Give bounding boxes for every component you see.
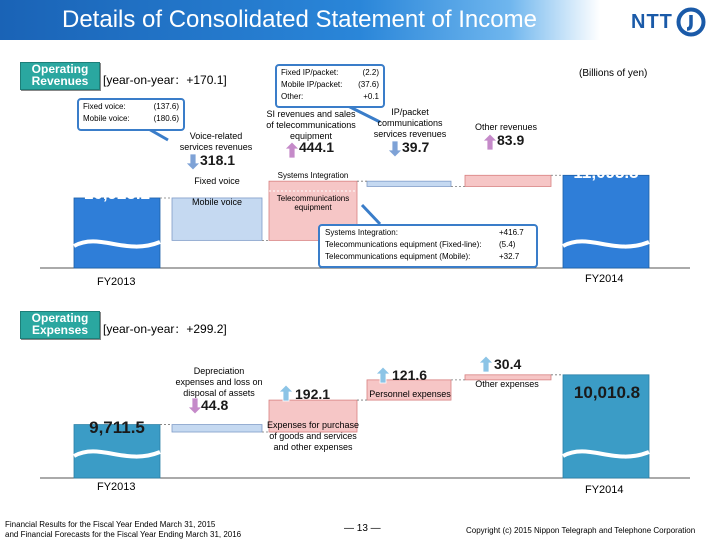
si-up-arrow [285, 142, 299, 158]
purchase-expenses-label: Expenses for purchase of goods and services and other expenses [266, 420, 360, 452]
purchase-up-arrow [279, 385, 293, 401]
voice-down-arrow [186, 154, 200, 170]
ip-delta-value: 39.7 [402, 139, 430, 155]
exp-fy2014-label: FY2014 [585, 484, 624, 496]
expenses-yoy: [year-on-year：+299.2] [103, 322, 227, 336]
rev-fy2014-value: 11,095.3 [573, 163, 639, 182]
exp-fy2013-value: 9,711.5 [89, 418, 145, 437]
expenses-chart [40, 356, 690, 478]
dep-down-arrow [188, 398, 202, 414]
other-rev-up-arrow [483, 134, 497, 150]
revenues-yoy: [year-on-year：+170.1] [103, 73, 227, 87]
other-expenses-label: Other expenses [475, 379, 539, 389]
rev-fy2013-value: 10,925.2 [83, 184, 151, 203]
rev-fy2013-label: FY2013 [97, 276, 136, 288]
si-callout-pointer [362, 205, 380, 224]
telecom-equipment-segment: Telecommunications equipment [276, 194, 350, 212]
purchase-delta-value: 192.1 [295, 386, 331, 402]
rev-fy2014-label: FY2014 [585, 273, 624, 285]
depreciation-label: Depreciation expenses and loss on disposal of assets [175, 366, 263, 398]
other-exp-delta-value: 30.4 [494, 356, 522, 372]
ip-down-arrow [388, 141, 402, 157]
footer-report-title: Financial Results for the Fiscal Year Ended March 31, 2015 and Financial Forecasts for the Fiscal Year Ending March 31, 2016 [5, 520, 242, 539]
voice-breakdown-callout: Fixed voice: (137.6) Mobile voice: (180.6) [77, 98, 185, 131]
fixed-voice-segment: Fixed voice [194, 176, 240, 186]
ntt-logo-text: NTT [631, 11, 673, 33]
mobile-voice-segment: Mobile voice [191, 197, 243, 207]
operating-revenues-label: Operating Revenues [20, 62, 100, 90]
si-revenues-label: SI revenues and sales of telecommunications equipment [266, 109, 356, 141]
exp-fy2013-label: FY2013 [97, 481, 136, 493]
systems-integration-segment: Systems Integration [277, 171, 349, 180]
voice-revenues-label: Voice-related services revenues [179, 131, 253, 152]
page-title: Details of Consolidated Statement of Income [62, 6, 537, 33]
total-bar-5 [563, 175, 649, 268]
si-delta-value: 444.1 [299, 139, 335, 155]
operating-expenses-label: Operating Expenses [20, 311, 100, 339]
other-exp-up-arrow [479, 356, 493, 372]
ip-breakdown-callout: Fixed IP/packet: (2.2) Mobile IP/packet: (37.6) Other: +0.1 [275, 64, 385, 108]
personnel-delta-value: 121.6 [392, 367, 428, 383]
dep-delta-value: 44.8 [201, 397, 229, 413]
units-label: (Billions of yen) [579, 68, 648, 79]
total-bar-0 [74, 198, 160, 268]
voice-delta-value: 318.1 [200, 152, 236, 168]
copyright: Copyright (c) 2015 Nippon Telegraph and Telephone Corporation [466, 526, 696, 535]
delta-bar-1 [172, 425, 262, 432]
personnel-expenses-label: Personnel expenses [369, 389, 451, 399]
si-breakdown-callout: Systems Integration: +416.7 Telecommunications equipment (Fixed-line): (5.4) Telecommunications equipment (Mobile): +32.7 [318, 224, 538, 268]
delta-bar-3 [367, 181, 451, 186]
exp-fy2014-value: 10,010.8 [573, 383, 641, 402]
other-rev-delta-value: 83.9 [497, 132, 525, 148]
other-revenues-label: Other revenues [474, 122, 538, 132]
ip-revenues-label: IP/packet communications services revenues [373, 107, 447, 139]
page-number: ― 13 ― [344, 523, 381, 534]
delta-bar-4 [465, 175, 551, 186]
